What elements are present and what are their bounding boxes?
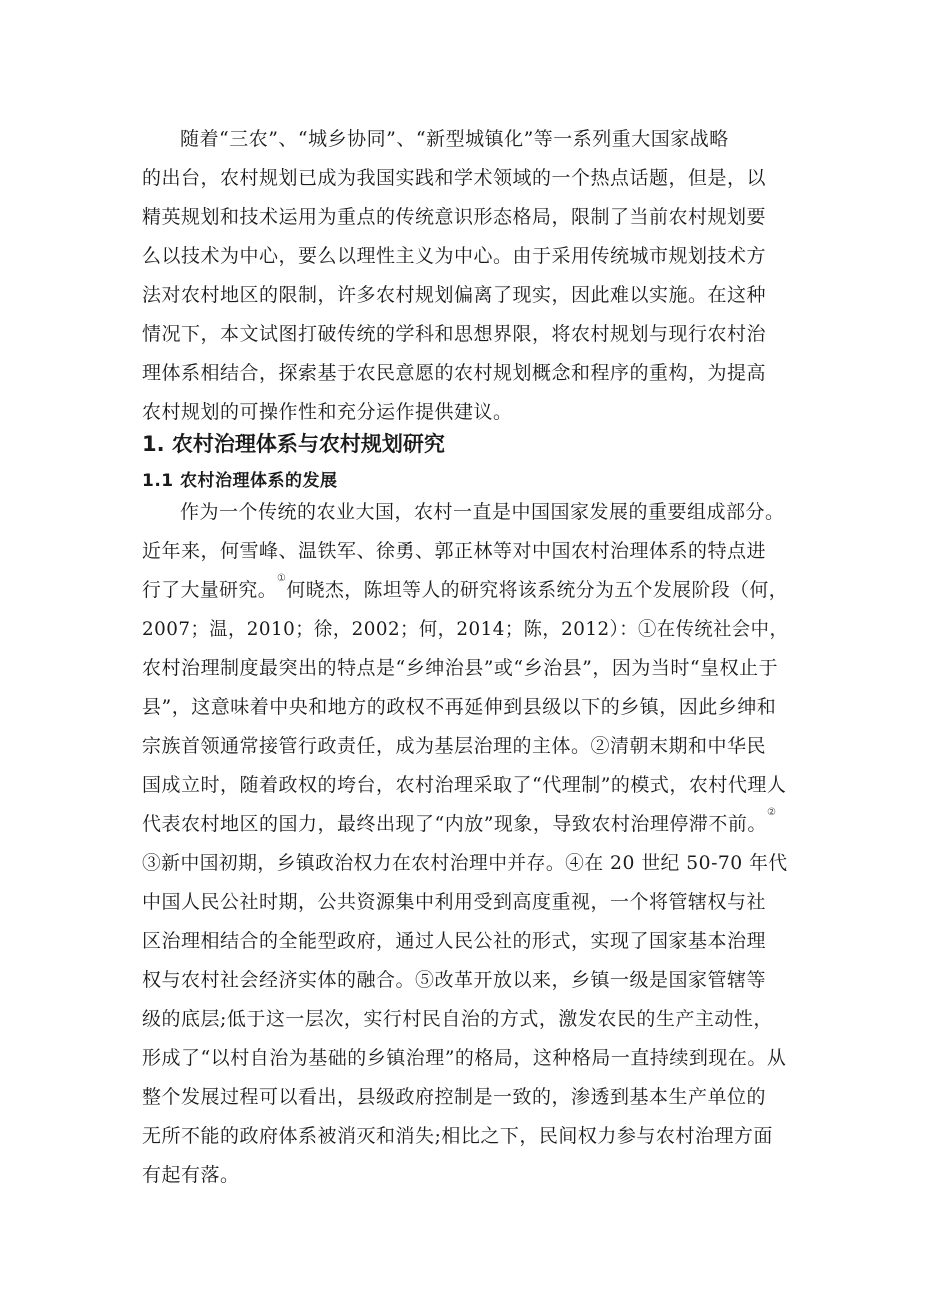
paragraph-line: 区治理相结合的全能型政府，通过人民公社的形式，实现了国家基本治理 xyxy=(142,930,767,952)
paragraph-text: 何晓杰，陈坦等人的研究将该系统分为五个发展阶段（何， xyxy=(286,579,789,601)
paragraph-line: 作为一个传统的农业大国，农村一直是中国国家发展的重要组成部分。 xyxy=(180,501,785,523)
footnote-marker[interactable]: ① xyxy=(277,573,287,584)
paragraph-line: 农村治理制度最突出的特点是“乡绅治县”或“乡治县”，因为当时“皇权止于 xyxy=(142,657,779,679)
paragraph-line: 2007；温，2010；徐，2002；何，2014；陈，2012）：①在传统社会中， xyxy=(142,618,789,640)
paragraph-line xyxy=(142,575,788,602)
paragraph-line: 随着“三农”、“城乡协同”、“新型城镇化”等一系列重大国家战略 xyxy=(180,128,729,150)
paragraph-line: 级的底层;低于这一层次，实行村民自治的方式，激发农民的生产主动性， xyxy=(142,1008,773,1030)
paragraph-line: 有起有落。 xyxy=(142,1164,240,1186)
paragraph-line: 形成了“以村自治为基础的乡镇治理”的格局，这种格局一直持续到现在。从 xyxy=(142,1047,787,1069)
paragraph-line: 近年来，何雪峰、温铁军、徐勇、郭正林等对中国农村治理体系的特点进 xyxy=(142,540,767,562)
paragraph-line: 宗族首领通常接管行政责任，成为基层治理的主体。②清朝末期和中华民 xyxy=(142,735,767,757)
paragraph-line: 县”，这意味着中央和地方的政权不再延伸到县级以下的乡镇，因此乡绅和 xyxy=(142,696,777,718)
subsection-heading: 1.1 农村治理体系的发展 xyxy=(142,471,338,491)
paragraph-line: 精英规划和技术运用为重点的传统意识形态格局，限制了当前农村规划要 xyxy=(142,206,767,228)
paragraph-line: 整个发展过程可以看出，县级政府控制是一致的，渗透到基本生产单位的 xyxy=(142,1086,767,1108)
paragraph-text: 代表农村地区的国力，最终出现了“内放”现象，导致农村治理停滞不前。 xyxy=(142,813,767,835)
paragraph-line: 法对农村地区的限制，许多农村规划偏离了现实，因此难以实施。在这种 xyxy=(142,284,767,306)
paragraph-line: ③新中国初期，乡镇政治权力在农村治理中并存。④在 20 世纪 50-70 年代 xyxy=(142,852,788,874)
paragraph-line: 农村规划的可操作性和充分运作提供建议。 xyxy=(142,401,513,423)
paragraph-line xyxy=(142,809,776,836)
paragraph-line: 中国人民公社时期，公共资源集中利用受到高度重视，一个将管辖权与社 xyxy=(142,891,767,913)
paragraph-text: 行了大量研究。 xyxy=(142,579,278,601)
section-heading: 1. 农村治理体系与农村规划研究 xyxy=(142,432,445,456)
paragraph-line: 国成立时，随着政权的垮台，农村治理采取了“代理制”的模式，农村代理人 xyxy=(142,774,787,796)
paragraph-line: 权与农村社会经济实体的融合。⑤改革开放以来，乡镇一级是国家管辖等 xyxy=(142,969,767,991)
paragraph-line: 情况下，本文试图打破传统的学科和思想界限，将农村规划与现行农村治 xyxy=(142,323,767,345)
paragraph-line: 的出台，农村规划已成为我国实践和学术领域的一个热点话题，但是，以 xyxy=(142,167,767,189)
paragraph-line: 无所不能的政府体系被消灭和消失;相比之下，民间权力参与农村治理方面 xyxy=(142,1125,773,1147)
footnote-marker[interactable]: ② xyxy=(766,807,777,818)
paragraph-line: 理体系相结合，探索基于农民意愿的农村规划概念和程序的重构，为提高 xyxy=(142,362,767,384)
paragraph-line: 么以技术为中心，要么以理性主义为中心。由于采用传统城市规划技术方 xyxy=(142,245,767,267)
